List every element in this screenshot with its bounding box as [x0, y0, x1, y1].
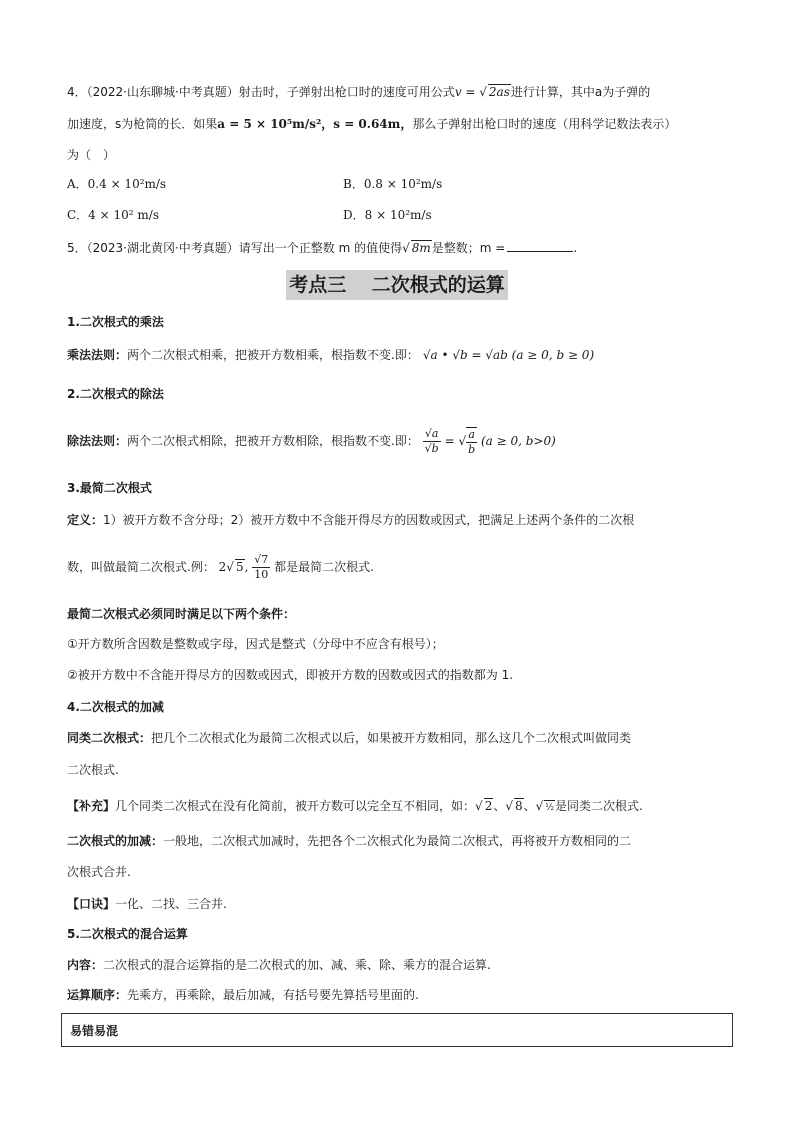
- supplement-label: 【补充】: [67, 799, 116, 813]
- example-fraction: $\frac{√7}{10}$: [254, 553, 269, 581]
- multiplication-rule: [67, 345, 734, 365]
- def-label: 定义：: [67, 513, 104, 527]
- heading-division: 2.二次根式的除法: [67, 387, 164, 401]
- q4-line3: 为（ ）: [67, 148, 116, 162]
- multiplication-text: 两个二次根式相乘，把被开方数相乘，根指数不变.即：: [127, 348, 419, 362]
- content-text: 二次根式的混合运算指的是二次根式的加、减、乘、除、乘方的混合运算.: [103, 958, 491, 972]
- q4-option-d[interactable]: [343, 205, 432, 225]
- addsub-line1: [67, 831, 734, 851]
- q4-text: 4．（2022·山东聊城·中考真题）射击时，子弹射出枪口时的速度可用公式: [67, 85, 455, 99]
- heading-mixed-operations: 5.二次根式的混合运算: [67, 927, 188, 941]
- content-line: [67, 955, 734, 975]
- order-label: 运算顺序：: [67, 988, 128, 1002]
- content-label: 内容：: [67, 958, 104, 972]
- q5-text: 5．（2023·湖北黄冈·中考真题）请写出一个正整数 m 的值使得: [67, 241, 403, 255]
- condition-2: ②被开方数中不含能开得尽方的因数或因式，即被开方数的因数或因式的指数都为 1.: [67, 668, 514, 682]
- option-a-text: A．0.4 × 10²m/s: [67, 177, 167, 191]
- option-d-text: D．8 × 10²m/s: [343, 208, 432, 222]
- supplement-end: 是同类二次根式.: [555, 799, 643, 813]
- q5-answer-blank[interactable]: [507, 238, 573, 252]
- q4-line2: [67, 114, 734, 134]
- division-rule: 除法法则：两个二次根式相除，把被开方数相除，根指数不变.即： $\frac{√a}{√b}$ = √ $\frac{a}{b}$ (a ≥ 0, b>0): [67, 427, 556, 456]
- same-type-text: 把几个二次根式化为最简二次根式以后，如果被开方数相同，那么这几个二次根式叫做同类: [151, 731, 632, 745]
- multiplication-label: 乘法法则：: [67, 348, 128, 362]
- order-line: [67, 985, 734, 1005]
- q4-option-b[interactable]: [343, 174, 442, 194]
- q4-line1: [67, 82, 734, 102]
- multiplication-formula: √a • √b = √ab (a ≥ 0, b ≥ 0): [422, 348, 595, 362]
- simplest-def-line2: 数，叫做最简二次根式.例： 2√ 5, $\frac{√7}{10}$ 都是最简二次根式.: [67, 553, 374, 581]
- heading-add-subtract: 4.二次根式的加减: [67, 700, 164, 714]
- def-text-1: 1）被开方数不含分母；2）被开方数中不含能开得尽方的因数或因式，把满足上述两个条件的二次根: [103, 513, 635, 527]
- same-type-line1: [67, 728, 734, 748]
- division-lhs-fraction: $\frac{√a}{√b}$: [424, 427, 439, 455]
- mnemonic-text: 一化、二找、三合并.: [115, 897, 227, 911]
- same-type-label: 同类二次根式：: [67, 731, 152, 745]
- addsub-line2: 次根式合并.: [67, 865, 131, 879]
- mnemonic-label: 【口诀】: [67, 897, 116, 911]
- section-title: 考点三 二次根式的运算: [286, 270, 508, 300]
- def-text-2: 数，叫做最简二次根式.例：: [67, 560, 215, 574]
- error-prone-title: 易错易混: [70, 1024, 119, 1038]
- q4-formula: v = √ 2as: [454, 85, 510, 99]
- q4-option-a[interactable]: [67, 174, 166, 194]
- supplement-line: 【补充】几个同类二次根式在没有化简前，被开方数可以完全互不相同，如：√ 2、√ 8、√ ½是同类二次根式.: [67, 799, 643, 813]
- same-type-line2: 二次根式.: [67, 763, 119, 777]
- q5-radical: 8m: [411, 241, 431, 255]
- addsub-text: 一般地，二次根式加减时，先把各个二次根式化为最简二次根式，再将被开方数相同的二: [163, 834, 632, 848]
- division-label: 除法法则：: [67, 434, 128, 448]
- q4-line2-tail: 那么子弹射出枪口时的速度（用科学记数法表示）: [412, 117, 677, 131]
- def-text-2b: 都是最简二次根式.: [274, 560, 374, 574]
- simplest-def-line1: [67, 510, 734, 530]
- addsub-label: 二次根式的加减：: [67, 834, 164, 848]
- q5-post: 是整数；m =: [431, 241, 506, 255]
- division-condition: (a ≥ 0, b>0): [480, 434, 556, 448]
- q4-text-b: 进行计算，其中a为子弹的: [510, 85, 651, 99]
- supplement-text: 几个同类二次根式在没有化简前，被开方数可以完全互不相同，如：: [115, 799, 476, 813]
- order-text: 先乘方，再乘除，最后加减，有括号要先算括号里面的.: [127, 988, 419, 1002]
- option-c-text: C．4 × 10² m/s: [67, 208, 159, 222]
- q4-line2-text: 加速度，s为枪筒的长．如果: [67, 117, 218, 131]
- q4-option-c[interactable]: [67, 205, 159, 225]
- mnemonic-line: [67, 894, 734, 914]
- heading-multiplication: 1.二次根式的乘法: [67, 315, 164, 329]
- q5-end: .: [573, 241, 578, 255]
- division-rhs-fraction: $\frac{a}{b}$: [468, 427, 476, 456]
- condition-1: ①开方数所含因数是整数或字母，因式是整式（分母中不应含有根号）；: [67, 637, 444, 651]
- q4-given: a = 5 × 10⁵m/s²，s = 0.64m，: [217, 117, 413, 131]
- option-b-text: B．0.8 × 10²m/s: [343, 177, 443, 191]
- conditions-heading: 最简二次根式必须同时满足以下两个条件：: [67, 607, 296, 621]
- division-text: 两个二次根式相除，把被开方数相除，根指数不变.即：: [127, 434, 419, 448]
- error-prone-box: [61, 1013, 733, 1047]
- q5-line: 5．（2023·湖北黄冈·中考真题）请写出一个正整数 m 的值使得√ 8m是整数；m = .: [67, 238, 734, 258]
- heading-simplest-radical: 3.最简二次根式: [67, 481, 152, 495]
